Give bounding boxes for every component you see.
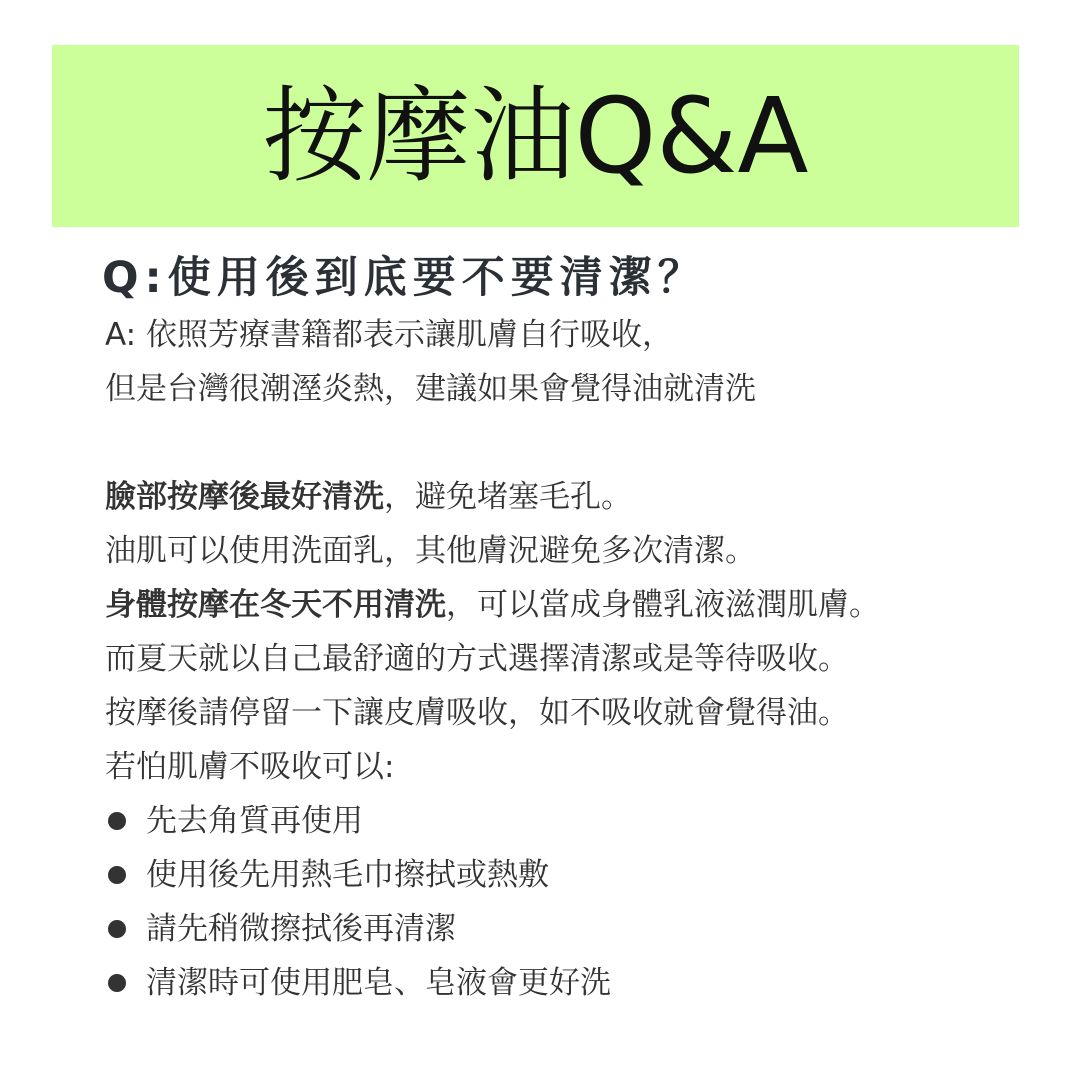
bullet-icon [108,812,126,830]
bullet-icon [108,866,126,884]
answer-line: 但是台灣很潮溼炎熱，建議如果會覺得油就清洗 [105,371,756,407]
face-advice-emphasis: 臉部按摩後最好清洗 [105,479,384,515]
title-banner [52,45,1019,227]
answer-line: A: 依照芳療書籍都表示讓肌膚自行吸收， [105,317,673,353]
list-item-text: 使用後先用熱毛巾擦拭或熱敷 [146,857,549,893]
list-item [105,848,1065,902]
answer-content [105,308,1065,1010]
tips-intro-line: 若怕肌膚不吸收可以: [105,749,395,785]
page-title: 按摩油Q&A [262,75,809,197]
list-item-text: 請先稍微擦拭後再清潔 [146,911,456,947]
list-item-text: 清潔時可使用肥皂、皂液會更好洗 [146,965,611,1001]
list-item [105,794,1065,848]
list-item [105,956,1065,1010]
question-heading: Q:使用後到底要不要清潔？ [102,253,707,303]
face-advice-line [105,470,1065,524]
list-item-text: 先去角質再使用 [146,803,363,839]
body-advice-text: ，可以當成身體乳液滋潤肌膚。 [446,587,880,623]
summer-line: 而夏天就以自己最舒適的方式選擇清潔或是等待吸收。 [105,641,849,677]
absorb-line: 按摩後請停留一下讓皮膚吸收，如不吸收就會覺得油。 [105,695,849,731]
body-advice-line [105,578,1065,632]
bullet-icon [108,920,126,938]
body-advice-emphasis: 身體按摩在冬天不用清洗 [105,587,446,623]
face-advice-text: ，避免堵塞毛孔。 [384,479,632,515]
spacer [105,416,1065,470]
oily-skin-line: 油肌可以使用洗面乳，其他膚況避免多次清潔。 [105,533,756,569]
list-item [105,902,1065,956]
bullet-icon [108,974,126,992]
